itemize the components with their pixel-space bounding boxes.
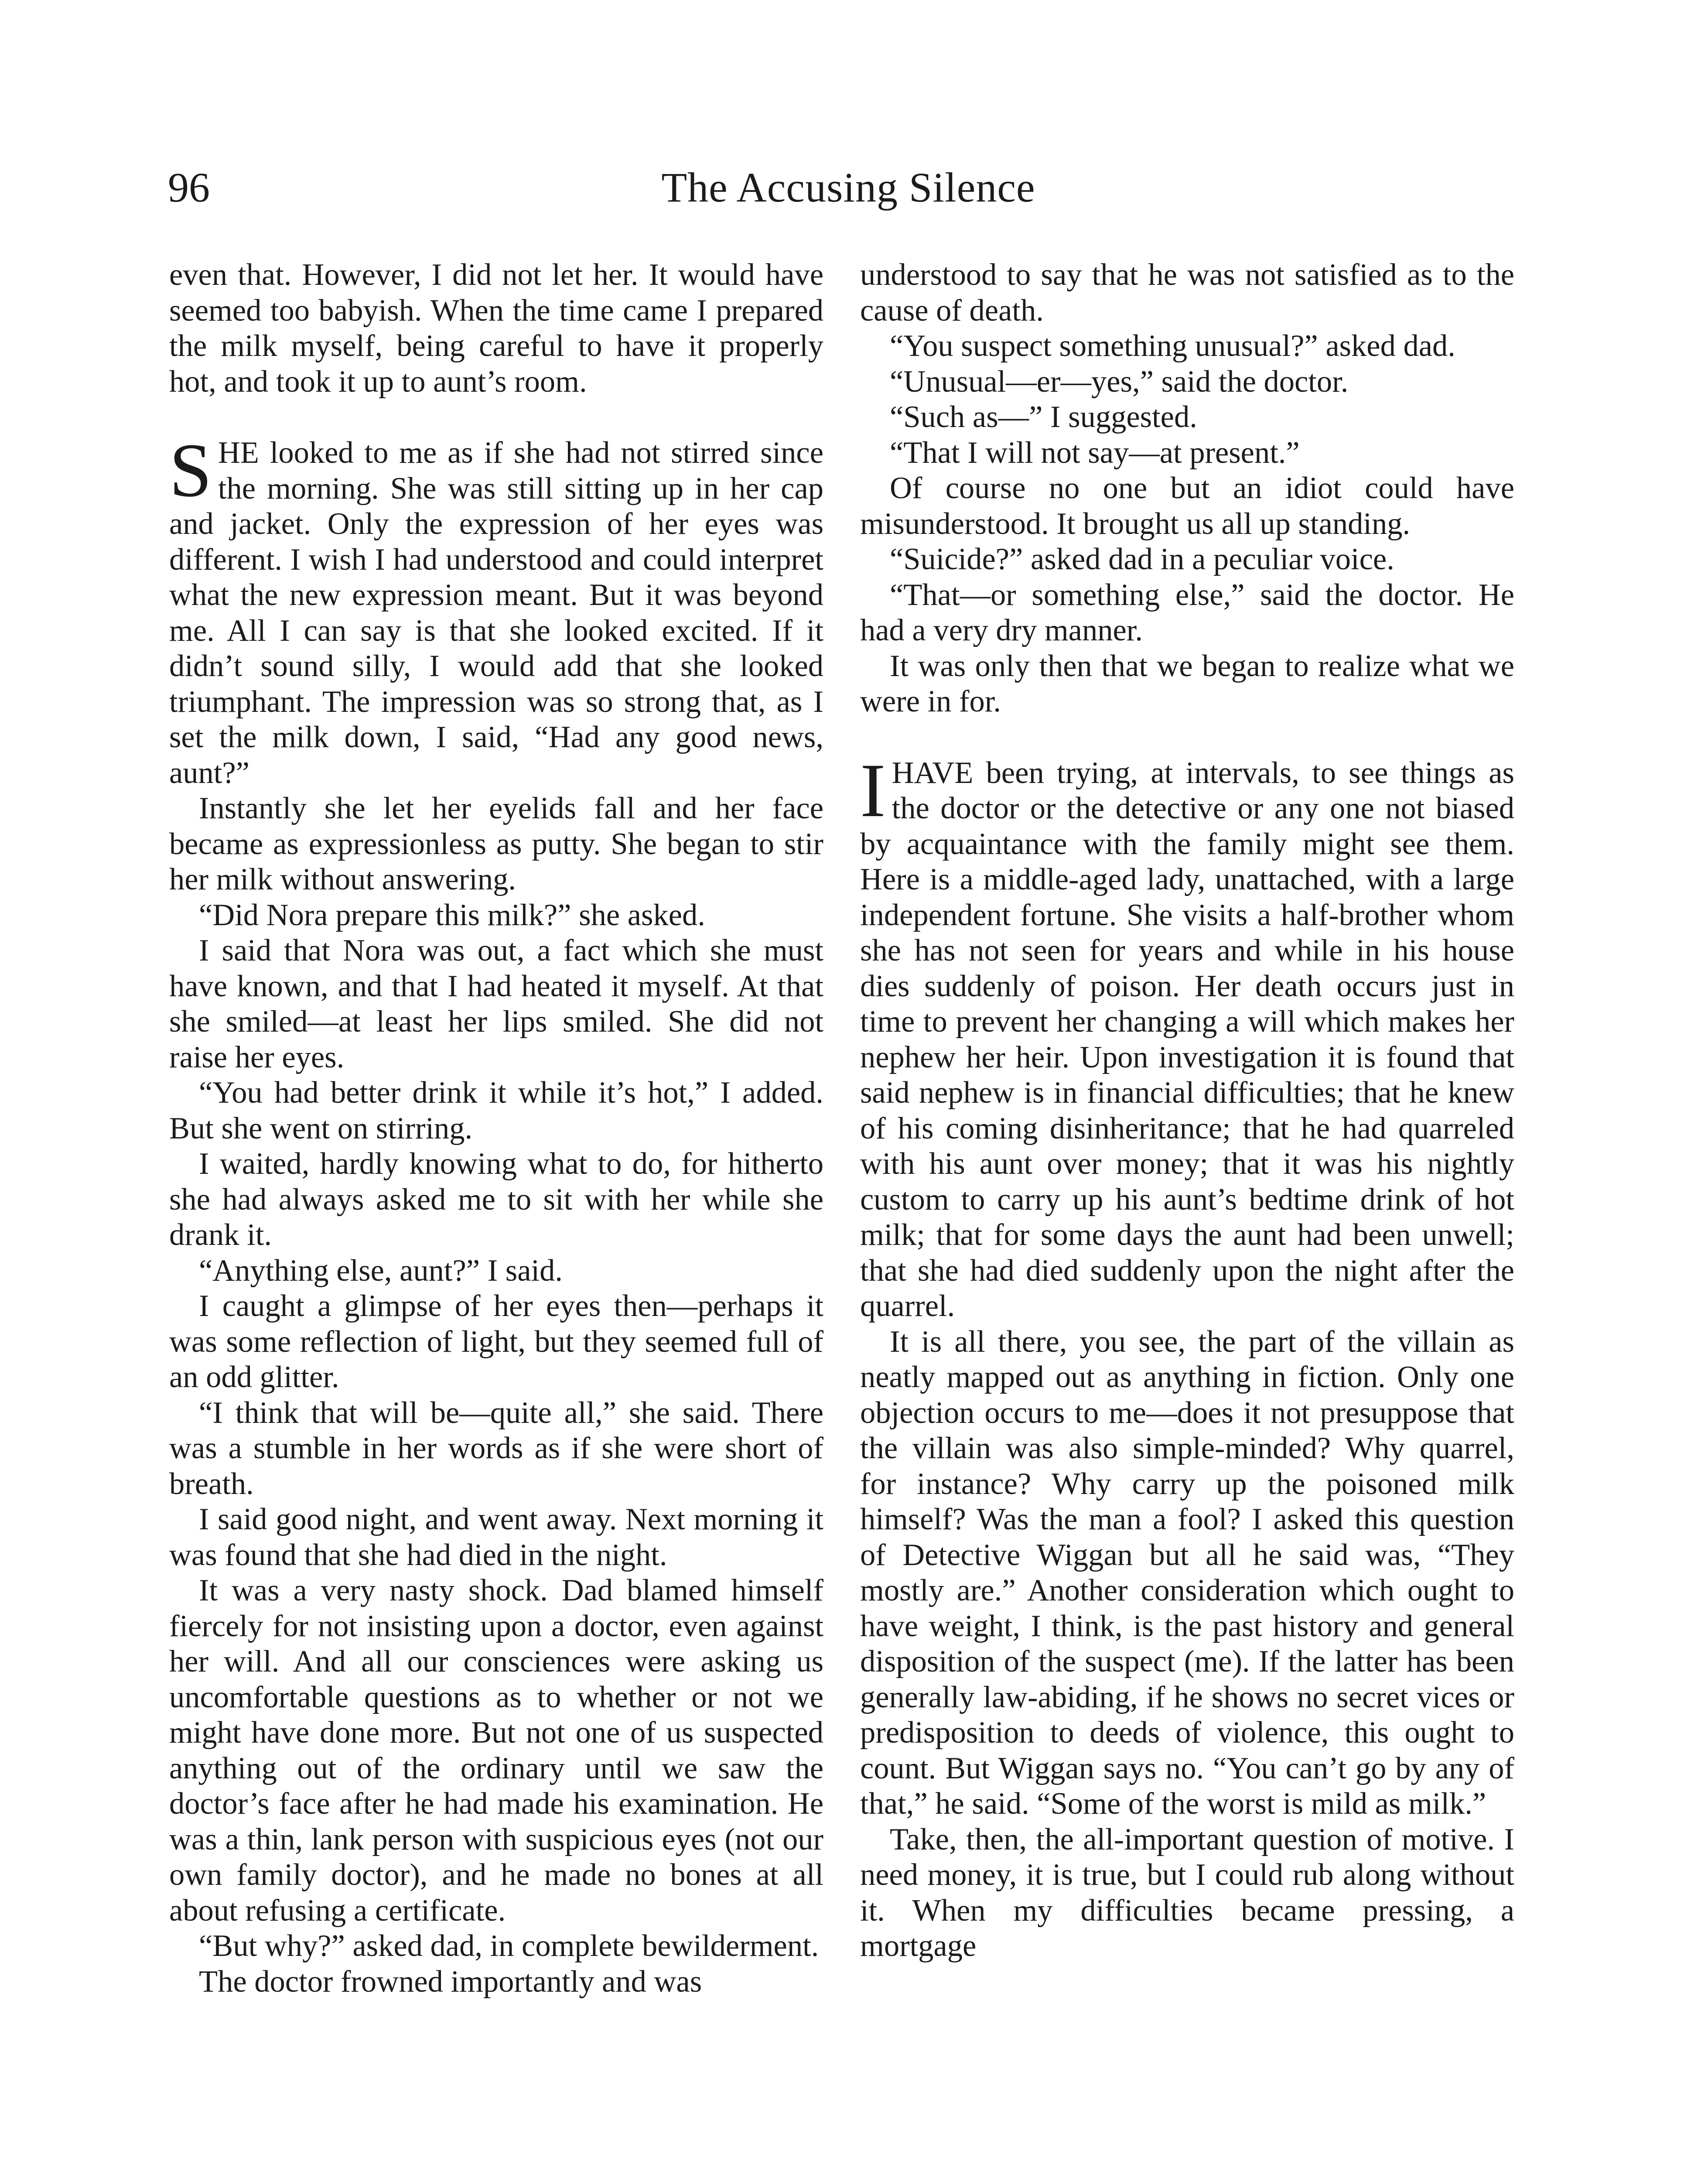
paragraph: “That I will not say—at present.” xyxy=(890,435,1300,470)
left-text-column xyxy=(169,257,823,2000)
paragraph: I waited, hardly knowing what to do, for hitherto she had always asked me to sit with her while she drank it. xyxy=(169,1147,823,1252)
paragraph: It was a very nasty shock. Dad blamed himself fiercely for not insisting upon a doctor, even against her will. And all our consciences were asking us uncomfortable questions as to whether or not we might have done more. But not one of us suspected anything out of the ordinary until we saw the doctor’s face after he had made his examination. He was a thin, lank person with suspicious eyes (not our own family doctor), and he made no bones at all about refusing a certificate. xyxy=(169,1573,823,1928)
section-opening-paragraph xyxy=(860,748,1514,1324)
running-title: The Accusing Silence xyxy=(661,164,1035,211)
paragraph: Of course no one but an idiot could have misunderstood. It brought us all up standing. xyxy=(860,471,1514,541)
paragraph: I caught a glimpse of her eyes then—perhaps it was some reflection of light, but they seemed full of an odd glitter. xyxy=(169,1289,823,1394)
section-opening-paragraph xyxy=(169,428,823,791)
paragraph: “Did Nora prepare this milk?” she asked. xyxy=(199,898,705,932)
paragraph: It is all there, you see, the part of the villain as neatly mapped out as anything in fiction. Only one objection occurs to me—does it not presuppose that the villain was also simple-minded? Why quarrel, for instance? Why carry up the poisoned milk himself? Was the man a fool? I asked this question of Detective Wiggan but all he said was, “They mostly are.” Another consideration which ought to have weight, I think, is the past history and general disposition of the suspect (me). If the latter has been generally law-abiding, if he shows no secret vices or predisposition to deeds of violence, this ought to count. But Wiggan says no. “You can’t go by any of that,” he said. “Some of the worst is mild as milk.” xyxy=(860,1324,1514,1821)
paragraph-text: HE looked to me as if she had not stirred since the morning. She was still sitting up in her cap and jacket. Only the expression of her eyes was different. I wish I had understood and could interpret what the new expression meant. But it was beyond me. All I can say is that she looked excited. If it didn’t sound silly, I would add that she looked triumphant. The impression was so strong that, as I set the milk down, I said, “Had any good news, aunt?” xyxy=(169,436,823,790)
drop-cap: I xyxy=(860,748,886,833)
paragraph: “Unusual—er—yes,” said the doctor. xyxy=(890,364,1349,399)
drop-cap: S xyxy=(169,428,212,513)
paragraph: “That—or something else,” said the doctor. He had a very dry manner. xyxy=(860,578,1514,647)
paragraph: “But why?” asked dad, in complete bewilderment. xyxy=(199,1929,819,1963)
paragraph: I said good night, and went away. Next morning it was found that she had died in the night. xyxy=(169,1502,823,1572)
paragraph: Take, then, the all-important question of motive. I need money, it is true, but I could rub along without it. When my difficulties became pressing, a mortgage xyxy=(860,1822,1514,1963)
paragraph: understood to say that he was not satisfied as to the cause of death. xyxy=(860,258,1514,328)
paragraph: Instantly she let her eyelids fall and her face became as expressionless as putty. She began to stir her milk without answering. xyxy=(169,791,823,896)
paragraph: “Suicide?” asked dad in a peculiar voice. xyxy=(890,542,1394,576)
paragraph: The doctor frowned importantly and was xyxy=(199,1964,702,1999)
paragraph: “I think that will be—quite all,” she said. There was a stumble in her words as if she were short of breath. xyxy=(169,1395,823,1501)
paragraph: “Such as—” I suggested. xyxy=(890,400,1197,434)
right-text-column xyxy=(860,257,1514,1964)
paragraph: “You suspect something unusual?” asked dad. xyxy=(890,329,1455,363)
paragraph: “You had better drink it while it’s hot,” I added. But she went on stirring. xyxy=(169,1076,823,1145)
paragraph: I said that Nora was out, a fact which she must have known, and that I had heated it myself. At that she smiled—at least her lips smiled. She did not raise her eyes. xyxy=(169,933,823,1074)
paragraph: It was only then that we began to realize what we were in for. xyxy=(860,649,1514,718)
paragraph: even that. However, I did not let her. It would have seemed too babyish. When the time came I prepared the milk myself, being careful to have it properly hot, and took it up to aunt’s room. xyxy=(169,258,823,399)
paragraph-text: HAVE been trying, at intervals, to see things as the doctor or the detective or any one not biased by acquaintance with the family might see them. Here is a middle-aged lady, unattached, with a large independent fortune. She visits a half-brother whom she has not seen for years and while in his house dies suddenly of poison. Her death occurs just in time to prevent her changing a will which makes her nephew her heir. Upon investigation it is found that said nephew is in financial difficulties; that he knew of his coming disinheritance; that he had quarreled with his aunt over money; that it was his nightly custom to carry up his aunt’s bedtime drink of hot milk; that for some days the aunt had been unwell; that she had died suddenly upon the night after the quarrel. xyxy=(860,755,1514,1323)
page-number: 96 xyxy=(168,164,210,211)
page-header xyxy=(168,157,1529,222)
paragraph: “Anything else, aunt?” I said. xyxy=(199,1253,563,1288)
